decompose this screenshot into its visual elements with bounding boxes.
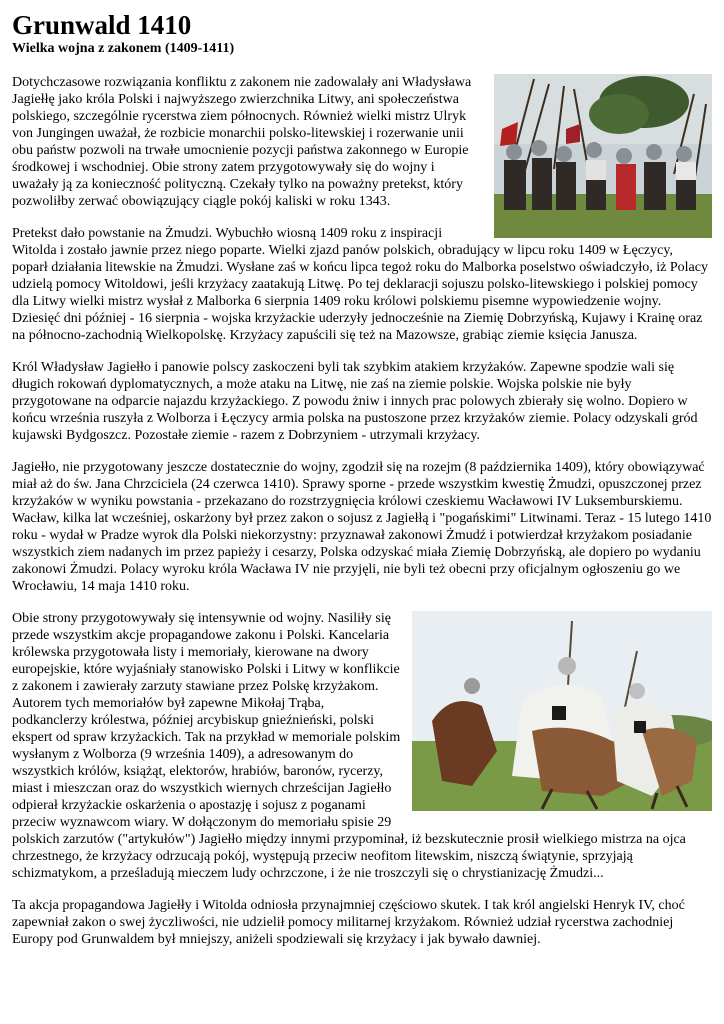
paragraph: Obie strony przygotowywały się intensywnie od wojny. Nasiliły się przede wszystkim akcje propagandowe zakonu i Polski. Kancelaria królewska przygotowała listy i memoriały, kierowane na dwory europejskie, które wyjaśniały stanowisko Polski i Litwy w konflikcie z zakonem i zawierały zarzuty stawiane przez Polskę krzyżakom. Autorem tych memoriałów był zapewne Mikołaj Trąba, podkanclerzy królestwa, później arcybiskup gnieźnieński, polski ekspert od spraw krzyżackich. Tak na przykład w memoriale polskim wysłanym z Wolborza (9 września 1409), a adresowanym do wszystkich królów, książąt, elektorów, hrabiów, baronów, rycerzy, miast i mieszczan oraz do wszystkich wiernych chrześcijan Jagiełło odpierał krzyżackie oskarżenia o apostazję i sojusz z poganami przeciw wyznawcom wiary. W dołączonym do memoriału spisie 29 polskich zarzutów ("artykułów") Jagiełło między innymi przypominał, iż bezskutecznie prosił wielkiego mistrza na ojca chrzestnego, że krzyżacy odrzucają pokój, występują przeciw neofitom litewskim, niszczą świątynie, sprzyjają schizmatykom, a prześladują mieczem ludy ochrzczone, i że nie troszczyli się o chrystianizację Żmudzi... <box>12 611 686 881</box>
page-subtitle: Wielka wojna z zakonem (1409-1411) <box>12 41 235 56</box>
knights-battle-photo-icon <box>494 74 712 238</box>
cavalry-charge-photo-icon <box>412 611 712 811</box>
knights-battle-photo <box>494 74 712 238</box>
paragraph: Pretekst dało powstanie na Żmudzi. Wybuchło wiosną 1409 roku z inspiracji Witolda i zostało jawnie przez niego poparte. Wielki zjazd panów polskich, obradujący w lipcu roku 1409 w Łęczycy, poparł działania litewskie na Żmudzi. Wysłane zaś w końcu lipca tegoż roku do Malborka poselstwo oświadczyło, iż Polacy udzielą pomocy Witoldowi, jeśli krzyżacy zaatakują Litwę. Po tej deklaracji sojuszu polsko-litewskiego i polskiej pomocy dla Litwy wielki mistrz wysłał z Malborka 6 sierpnia 1409 roku królowi polskiemu pisemne wypowiedzenie wojny. Dziesięć dni później - 16 sierpnia - wojska krzyżackie uderzyły jednocześnie na Ziemię Dobrzyńską, Kujawy i Krainę oraz na północno-zachodnią Wielkopolskę. Krzyżacy zapuścili się też na Mazowsze, grabiąc ziemie księcia Janusza. <box>12 226 708 343</box>
page-title: Grunwald 1410 <box>12 10 192 40</box>
cavalry-charge-photo <box>412 611 712 811</box>
paragraph: Dotychczasowe rozwiązania konfliktu z zakonem nie zadowalały ani Władysława Jagiełłę jako króla Polski i najwyższego zwierzchnika Litwy, ani społeczeństwa polskiego, szczególnie rycerstwa ziem północnych. Również wielki mistrz Ulryk von Jungingen uważał, że rozbicie monarchii polsko-litewskiej i rozerwanie unii obu państw pozwoli na trwałe umocnienie pozycji państwa zakonnego w Europie środkowej i wschodniej. Obie strony zatem przygotowywały się do wojny i uważały ją za konieczność polityczną. Czekały tylko na poważny pretekst, który pozwoliłby zerwać obowiązujący ciągle pokój kaliski w roku 1343. <box>12 75 472 209</box>
paragraph: Król Władysław Jagiełło i panowie polscy zaskoczeni byli tak szybkim atakiem krzyżaków. Zapewne spodzie wali się długich rokowań dyplomatycznych, a może ataku na Litwę, nie zaś na ziemie polskie. Wojska polskie nie były przygotowane na odparcie najazdu krzyżackiego. Z powodu żniw i innych prac polowych zbierały się wolno. Dopiero w końcu września ruszyła z Wolborza i Łęczycy armia polska na pustoszone przez krzyżaków ziemie. Polacy odzyskali gród kujawski Bydgoszcz. Pozostałe ziemie - razem z Dobrzyniem - utrzymali krzyżacy. <box>12 360 698 443</box>
paragraph: Ta akcja propagandowa Jagiełły i Witolda odniosła przynajmniej częściowo skutek. I tak król angielski Henryk IV, choć zapewniał zakon o swej życzliwości, nie udzielił pomocy militarnej krzyżakom. Również udział rycerstwa zachodniej Europy pod Grunwaldem był mniejszy, aniżeli spodziewali się krzyżacy i jak bywało dawniej. <box>12 898 685 947</box>
document-page <box>12 10 712 963</box>
paragraph: Jagiełło, nie przygotowany jeszcze dostatecznie do wojny, zgodził się na rozejm (8 października 1409), który obowiązywać miał aż do św. Jana Chrzciciela (24 czerwca 1410). Sprawy sporne - przede wszystkim kwestię Żmudzi, opuszczonej przez krzyżaków w wyniku powstania - przekazano do rozstrzygnięcia królowi czeskiemu Wacławowi IV Luksemburskiemu. Wacław, kilka lat wcześniej, oskarżony był przez zakon o sojusz z Jagiełłą i "pogańskimi" Litwinami. Teraz - 15 lutego 1410 roku - wydał w Pradze wyrok dla Polski niekorzystny: przyznawał zakonowi Żmudź i potwierdzał krzyżakom posiadanie wszystkich ziem nadanych im przez papieży i cesarzy, Polska odzyskać miała Ziemię Dobrzyńską, ale dopiero po wydaniu zakonowi Żmudzi. Polacy wyroku króla Wacława IV nie przyjęli, nie byli też obecni przy oficjalnym ogłoszeniu go we Wrocławiu, 14 maja 1410 roku. <box>12 460 712 594</box>
